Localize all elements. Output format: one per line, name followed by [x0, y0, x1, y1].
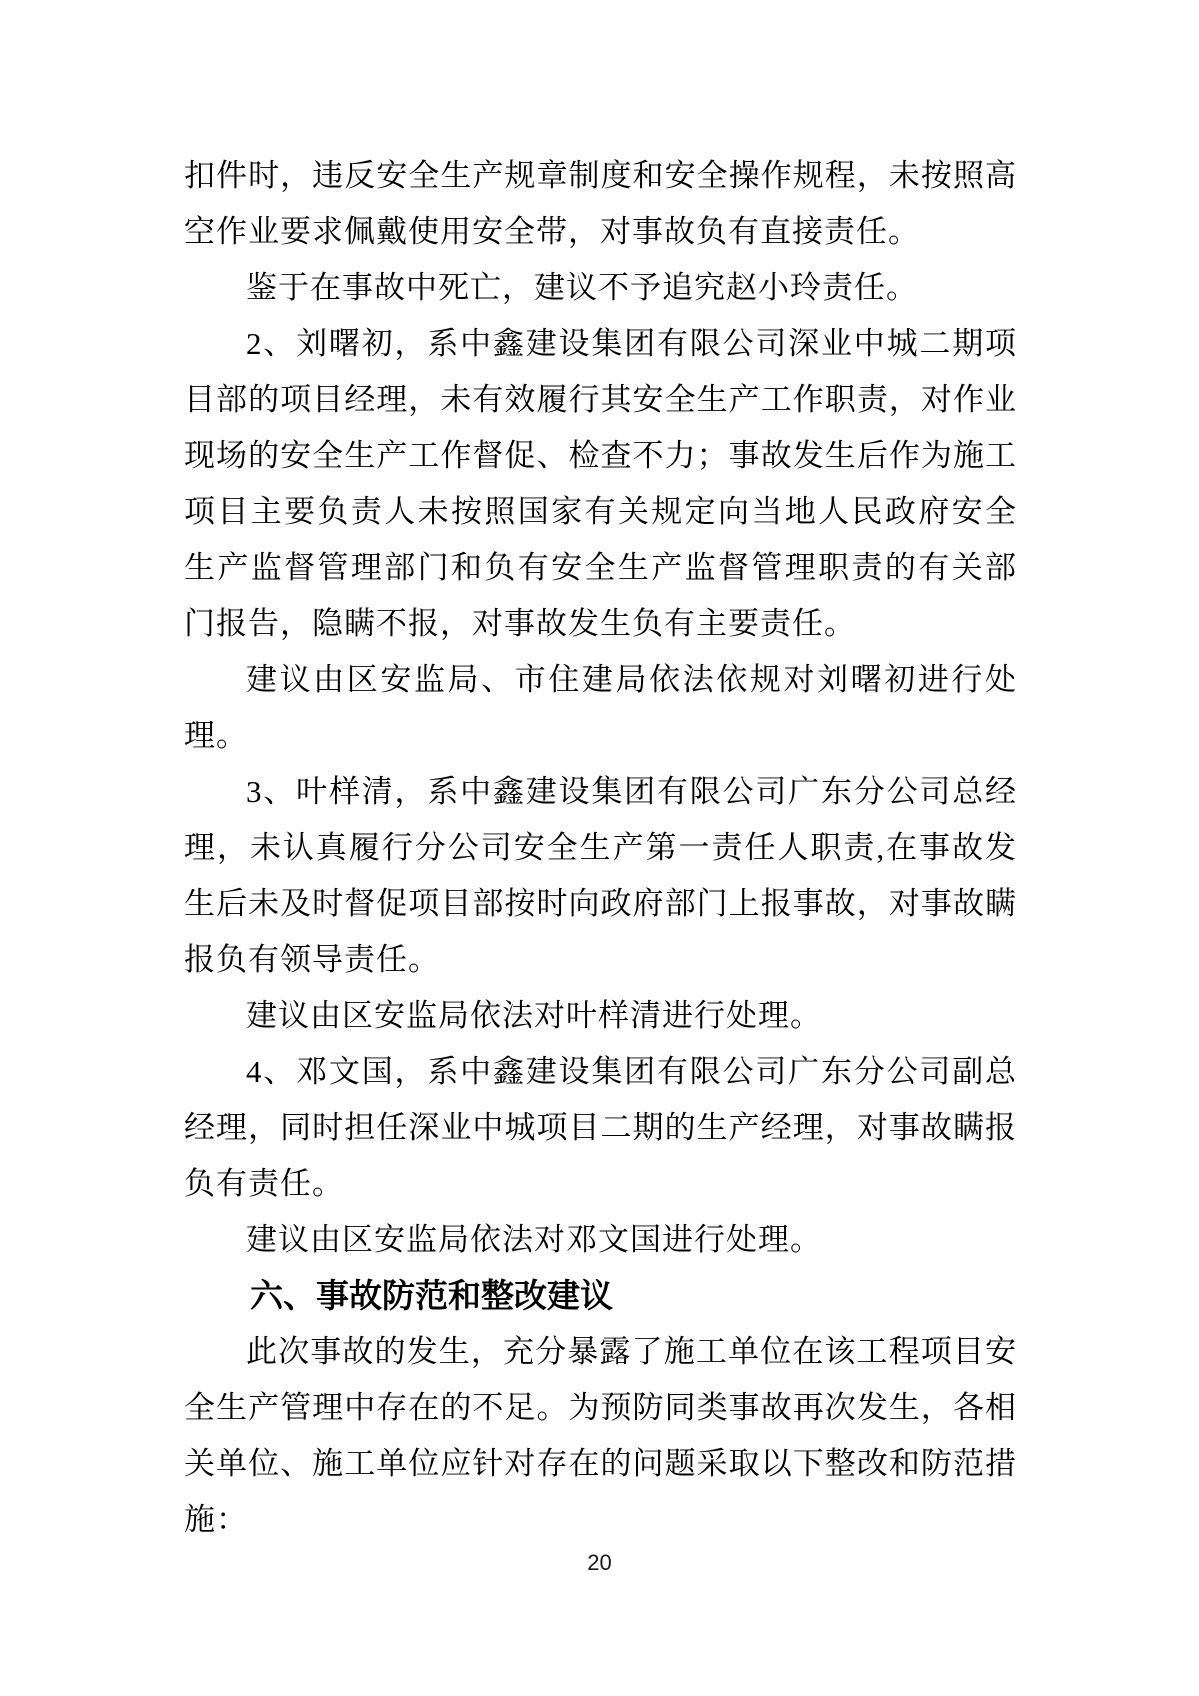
- text-line: 报负有领导责任。: [184, 942, 440, 977]
- text-line: 此次事故的发生，充分暴露了施工单位在该工程项目安: [246, 1334, 1016, 1369]
- text-line: 门报告，隐瞒不报，对事故发生负有主要责任。: [184, 606, 856, 641]
- text-line: 全生产管理中存在的不足。为预防同类事故再次发生，各相: [184, 1390, 1016, 1425]
- text-line: 4、邓文国，系中鑫建设集团有限公司广东分公司副总: [246, 1054, 1016, 1089]
- text-line: 项目主要负责人未按照国家有关规定向当地人民政府安全: [184, 494, 1016, 529]
- text-line: 经理，同时担任深业中城项目二期的生产经理，对事故瞒报: [184, 1110, 1016, 1145]
- text-line: 施：: [184, 1502, 248, 1537]
- text-line: 3、叶样清，系中鑫建设集团有限公司广东分公司总经: [246, 774, 1016, 809]
- text-line: 理。: [184, 718, 248, 753]
- text-line: 负有责任。: [184, 1166, 344, 1201]
- text-line: 空作业要求佩戴使用安全带，对事故负有直接责任。: [184, 214, 920, 249]
- text-line: 生产监督管理部门和负有安全生产监督管理职责的有关部: [184, 550, 1016, 585]
- text-line: 关单位、施工单位应针对存在的问题采取以下整改和防范措: [184, 1446, 1016, 1481]
- text-line: 鉴于在事故中死亡，建议不予追究赵小玲责任。: [246, 270, 918, 305]
- text-line: 生后未及时督促项目部按时向政府部门上报事故，对事故瞒: [184, 886, 1016, 921]
- text-line: 2、刘曙初，系中鑫建设集团有限公司深业中城二期项: [246, 326, 1016, 361]
- document-body: [184, 148, 1016, 1548]
- text-line: 目部的项目经理，未有效履行其安全生产工作职责，对作业: [184, 382, 1016, 417]
- section-heading: 六、事故防范和整改建议: [250, 1277, 613, 1314]
- text-line: 扣件时，违反安全生产规章制度和安全操作规程，未按照高: [184, 158, 1016, 193]
- text-line: 建议由区安监局、市住建局依法依规对刘曙初进行处: [246, 662, 1016, 697]
- text-line: 理，未认真履行分公司安全生产第一责任人职责,在事故发: [184, 830, 1016, 865]
- text-line: 建议由区安监局依法对邓文国进行处理。: [246, 1222, 822, 1257]
- page-number: 20: [587, 1550, 612, 1575]
- text-line: 现场的安全生产工作督促、检查不力；事故发生后作为施工: [184, 438, 1016, 473]
- text-line: 建议由区安监局依法对叶样清进行处理。: [246, 998, 822, 1033]
